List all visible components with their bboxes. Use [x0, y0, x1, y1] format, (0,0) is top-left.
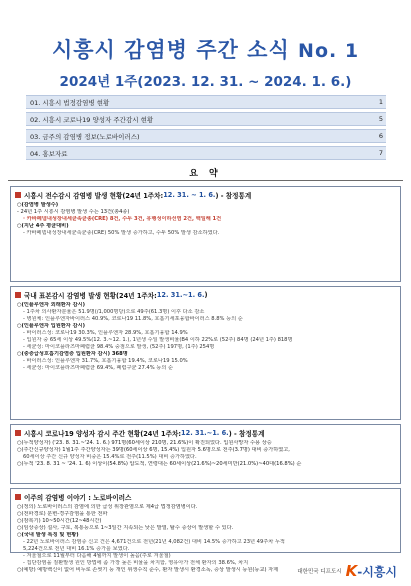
siheung-logo [346, 562, 397, 580]
page-title [0, 34, 411, 64]
section-title-b: 12. 31.~1. 6. [181, 429, 229, 437]
section-title-text: 이주의 감염병 이야기 : 노로바이러스 [24, 494, 132, 502]
table-of-contents [26, 95, 386, 163]
report-period: 2024년 1주(2023. 12. 31. ~ 2024. 1. 6.) [59, 74, 352, 90]
s4-line: ○(잠복기) 10~50시간(12~48시간) [17, 518, 102, 524]
toc-item-page: 1 [378, 98, 383, 106]
section-title [11, 489, 400, 504]
s4-line: - 집단감염을 질환발생 원인 방법에 좀 가장 높은 비율을 차지함, 영유아가 전체 환자의 38.6%, 차지 [23, 560, 249, 566]
s4-line: ○(예방) 예방백신이 없어 비누로 손씻기 등 개인 위생수칙 준수, 환자 발생시 환경소독, 증상 발생시 등원(등교) 자제 [17, 567, 279, 573]
footer [297, 562, 397, 580]
s1-line: - 24년 1주 시흥시 감염병 발생 수는 13건(총4종) [17, 209, 130, 215]
section-title-c: ) [204, 291, 208, 299]
section-title-a: 국내 표본감시 감염병 발생 현황(24년 1주차: [24, 292, 157, 300]
s4-line: 5,224건으로 전년 대비 16.1% 증가를 보였다. [23, 546, 130, 552]
title-text: 시흥시 감염병 주간 소식 [51, 38, 290, 62]
s3-line: ○(누적 '23. 8. 31 ~ '24. 1. 6) 이상이(54.8%) 압도적, 연령대는 60세이상(21.6%)~20세미만(21.0%)~40대(16.8%) 순 [17, 461, 302, 467]
toc-item-label: 02. 시흥시 코로나19 양성자 주간감시 현황 [30, 115, 154, 124]
toc-item-page: 6 [378, 132, 383, 140]
toc-item-3[interactable] [26, 129, 386, 143]
s2-line: - 1주차 의사환자분율은 51.9명(/1,000명당)으로 49주(61.3명) 이후 다소 감소 [23, 309, 205, 315]
logo-name: 시흥시 [362, 565, 397, 579]
section-title-b: 12. 31.~1. 6. [156, 291, 205, 299]
s4-line: - 22년 노로바이러스 감염증 신고 건은 4,671건으로 전년(21년 4,082건) 대비 14.5% 증가하고 23년 49주차 누적 [23, 539, 285, 545]
s2-line: ○(인플루엔자 외래환자 감시) [17, 302, 86, 308]
toc-item-page: 5 [378, 115, 383, 123]
s2-line: - 바이러스성: 인플루엔자 31.7%, 호흡기융합 19.4%, 코로나19 15.0% [23, 358, 188, 364]
s1-line: ○(지난 4주 평균대비) [17, 223, 69, 229]
summary-section-3 [10, 424, 401, 484]
toc-item-label: 04. 홍보자료 [30, 149, 68, 158]
toc-item-2[interactable] [26, 112, 386, 126]
footer-org: 대한민국 디프도시 [297, 569, 342, 575]
section-title-a: 시흥시 코로나19 양성자 감시 주간 현황(24년 1주차: [24, 430, 182, 438]
red-square-icon [15, 494, 21, 500]
s4-line: ○(임상증상) 설사, 구토, 복통등으로 1~3일간 지속되는 낮은 발열, 탈수 증상이 발생할 수 있다. [17, 525, 234, 531]
toc-item-1[interactable] [26, 95, 386, 109]
toc-item-label: 03. 금주의 감염병 정보(노로바이러스) [30, 132, 140, 141]
s2-line: ○(인플루엔자 입원환자 감시) [17, 323, 86, 329]
s2-line: - 병원체: 인플루엔자바이러스 40.9%, 코로나19 11.8%, 호흡기세포융합바이러스 8.8% 등의 순 [23, 316, 243, 322]
s1-line: - 카바페넴내성장내세균속균종(CRE) 50% 발생 증가하고, 수두 50% 발생 감소하였다. [23, 230, 220, 236]
toc-item-page: 7 [378, 149, 383, 157]
section-title-a: 시흥시 전수감시 감염병 발생 현황(24년 1주차: [24, 192, 164, 200]
section-title [11, 287, 400, 302]
section-title-c: ) - 참정통계 [228, 430, 265, 438]
logo-k: K [345, 562, 358, 580]
s3-line: ○(누적양성자) ('23. 8. 31.~'24. 1. 6.) 971명(60세이상 210명, 21.6%)이 확진되었다. 입원사망자 수용 상승 [17, 440, 272, 446]
red-square-icon [15, 292, 21, 298]
s2-line: - 바이러스성: 코로나19 30.3%, 인플루엔자 28.9%, 호흡기융합 14.9% [23, 330, 188, 336]
red-square-icon [15, 192, 21, 198]
summary-section-1 [10, 186, 401, 282]
logo-dash: - [357, 565, 363, 579]
s2-line: - 세균성: 마이코플라즈마폐렴균 98.4% 중점으로 발생, (52주) 197명, (1주) 254명 [23, 344, 215, 350]
s4-line: ○(전파경로) 분변-경구감염을 통한 전파 [17, 511, 108, 517]
toc-item-label: 01. 시흥시 법정감염병 현황 [30, 98, 110, 107]
toc-item-4[interactable] [26, 146, 386, 160]
summary-section-2 [10, 286, 401, 420]
s2-line: - 세균성: 마이코플라즈마폐렴균 69.4%, 폐렴구균 27.4% 등의 순 [23, 365, 173, 371]
s4-line: ○(국내 발생 특징 및 현황) [17, 532, 79, 538]
s4-line: - 겨울철으로 11월부터 다음해 4월까지 발생이 높음(주로 겨울철) [23, 553, 171, 559]
issue-number: No. 1 [298, 40, 360, 62]
section-title-c: ) - 참정통계 [215, 192, 252, 200]
section-title [11, 425, 400, 440]
s3-line: 60세이상 주간 신규 양성자 비중은 15.4%로 전주(11.5%) 대비 증가하였다. [23, 454, 197, 460]
s2-line: - 입원자 중 65세 이상 49.5%(12. 3.~12. 1.), 1년생 수일 발생비율(B4 이하 22%로 (52주) 84명 (24년 1주) 818명 [23, 337, 293, 343]
section-title-b: 12. 31. ~ 1. 6. [163, 191, 216, 199]
section-title [11, 187, 400, 202]
s2-line: ○(중증급성호흡기감염증 입원환자 감시) 368명 [17, 351, 128, 357]
summary-heading: 요 약 [189, 169, 222, 179]
summary-divider [8, 180, 403, 181]
s1-line: ○(감염병 발생수) [17, 202, 59, 208]
s3-line: ○(주간신규양성자) 1월1주 주간양성자는 39명(60세이상 6명, 15.4%) 입원자 5.6명으로 전주(3.7명) 대비 증가하였고, [17, 447, 290, 453]
s4-line: ○(정의) 노로바이러스의 감염에 의한 급성 위장관염으로 제4급 법정감염병이다. [17, 504, 198, 510]
s1-line: · 카바페넴내성장내세균속균종(CRE) 8건, 수두 3건, 유행성이하선염 2건, 백일해 1건 [23, 216, 222, 222]
red-square-icon [15, 430, 21, 436]
